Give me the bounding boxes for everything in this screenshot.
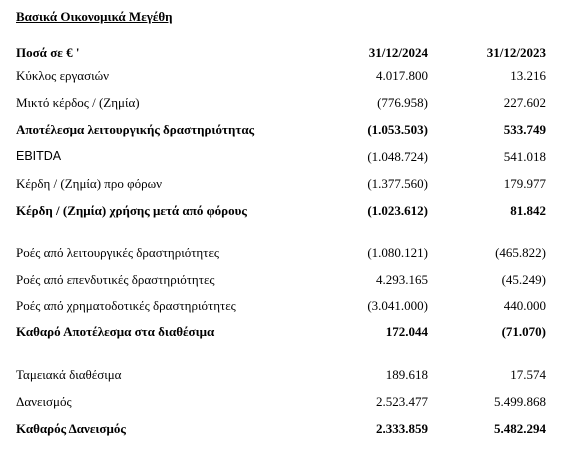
table-row-profit-before-tax bbox=[0, 176, 566, 194]
value-2024: (1.080.121) bbox=[367, 245, 428, 260]
row-label: Κύκλος εργασιών bbox=[16, 68, 110, 83]
table-row-investing-cash-flow bbox=[0, 272, 566, 290]
value-2023: 5.482.294 bbox=[494, 421, 546, 436]
table-row-cash bbox=[0, 367, 566, 385]
table-row-profit-after-tax bbox=[0, 203, 566, 221]
value-2023: 179.977 bbox=[503, 176, 546, 191]
value-2023: 81.842 bbox=[510, 203, 546, 218]
value-2023: 17.574 bbox=[510, 367, 546, 382]
row-label: Καθαρός Δανεισμός bbox=[16, 421, 126, 436]
row-label: Αποτέλεσμα λειτουργικής δραστηριότητας bbox=[16, 122, 255, 137]
table-row-ebitda bbox=[0, 149, 566, 167]
table-row-revenue bbox=[0, 68, 566, 86]
row-label: EBITDA bbox=[16, 149, 62, 163]
row-label: Μικτό κέρδος / (Ζημία) bbox=[16, 95, 140, 110]
value-2024: 172.044 bbox=[385, 324, 428, 339]
table-row-gross-profit bbox=[0, 95, 566, 113]
value-2024: 4.293.165 bbox=[376, 272, 428, 287]
row-label: Δανεισμός bbox=[16, 394, 72, 409]
row-label: Ροές από χρηματοδοτικές δραστηριότητες bbox=[16, 298, 236, 313]
value-2024: (1.023.612) bbox=[367, 203, 428, 218]
value-2023: 227.602 bbox=[503, 95, 546, 110]
row-label: Καθαρό Αποτέλεσμα στα διαθέσιμα bbox=[16, 324, 215, 339]
value-2023: 13.216 bbox=[510, 68, 546, 83]
value-2024: (3.041.000) bbox=[367, 298, 428, 313]
value-2023: (45.249) bbox=[501, 272, 546, 287]
value-2023: (465.822) bbox=[495, 245, 546, 260]
table-row-operating-result bbox=[0, 122, 566, 140]
page-title: Βασικά Οικονομικά Μεγέθη bbox=[16, 9, 173, 24]
value-2023: 533.749 bbox=[503, 122, 546, 137]
value-2024: (776.958) bbox=[377, 95, 428, 110]
row-label: Κέρδη / (Ζημία) προ φόρων bbox=[16, 176, 163, 191]
value-2023: 541.018 bbox=[503, 149, 546, 164]
column-header-2024: 31/12/2024 bbox=[368, 45, 428, 60]
value-2023: 5.499.868 bbox=[494, 394, 546, 409]
table-header bbox=[0, 45, 566, 63]
value-2023: (71.070) bbox=[501, 324, 546, 339]
table-row-borrowings bbox=[0, 394, 566, 412]
table-row-net-cash-result bbox=[0, 324, 566, 342]
value-2024: 4.017.800 bbox=[376, 68, 428, 83]
value-2024: (1.377.560) bbox=[367, 176, 428, 191]
table-row-operating-cash-flow bbox=[0, 245, 566, 263]
value-2023: 440.000 bbox=[503, 298, 546, 313]
value-2024: (1.053.503) bbox=[367, 122, 428, 137]
column-header-2023: 31/12/2023 bbox=[486, 45, 546, 60]
table-row-financing-cash-flow bbox=[0, 298, 566, 316]
row-label: Ροές από λειτουργικές δραστηριότητες bbox=[16, 245, 220, 260]
row-label: Ροές από επενδυτικές δραστηριότητες bbox=[16, 272, 215, 287]
row-label: Κέρδη / (Ζημία) χρήσης μετά από φόρους bbox=[16, 203, 247, 218]
value-2024: 2.523.477 bbox=[376, 394, 428, 409]
amounts-unit-label: Ποσά σε € ' bbox=[16, 45, 80, 60]
row-label: Ταμειακά διαθέσιμα bbox=[16, 367, 122, 382]
value-2024: (1.048.724) bbox=[367, 149, 428, 164]
value-2024: 2.333.859 bbox=[376, 421, 428, 436]
value-2024: 189.618 bbox=[385, 367, 428, 382]
table-row-net-borrowings bbox=[0, 421, 566, 439]
